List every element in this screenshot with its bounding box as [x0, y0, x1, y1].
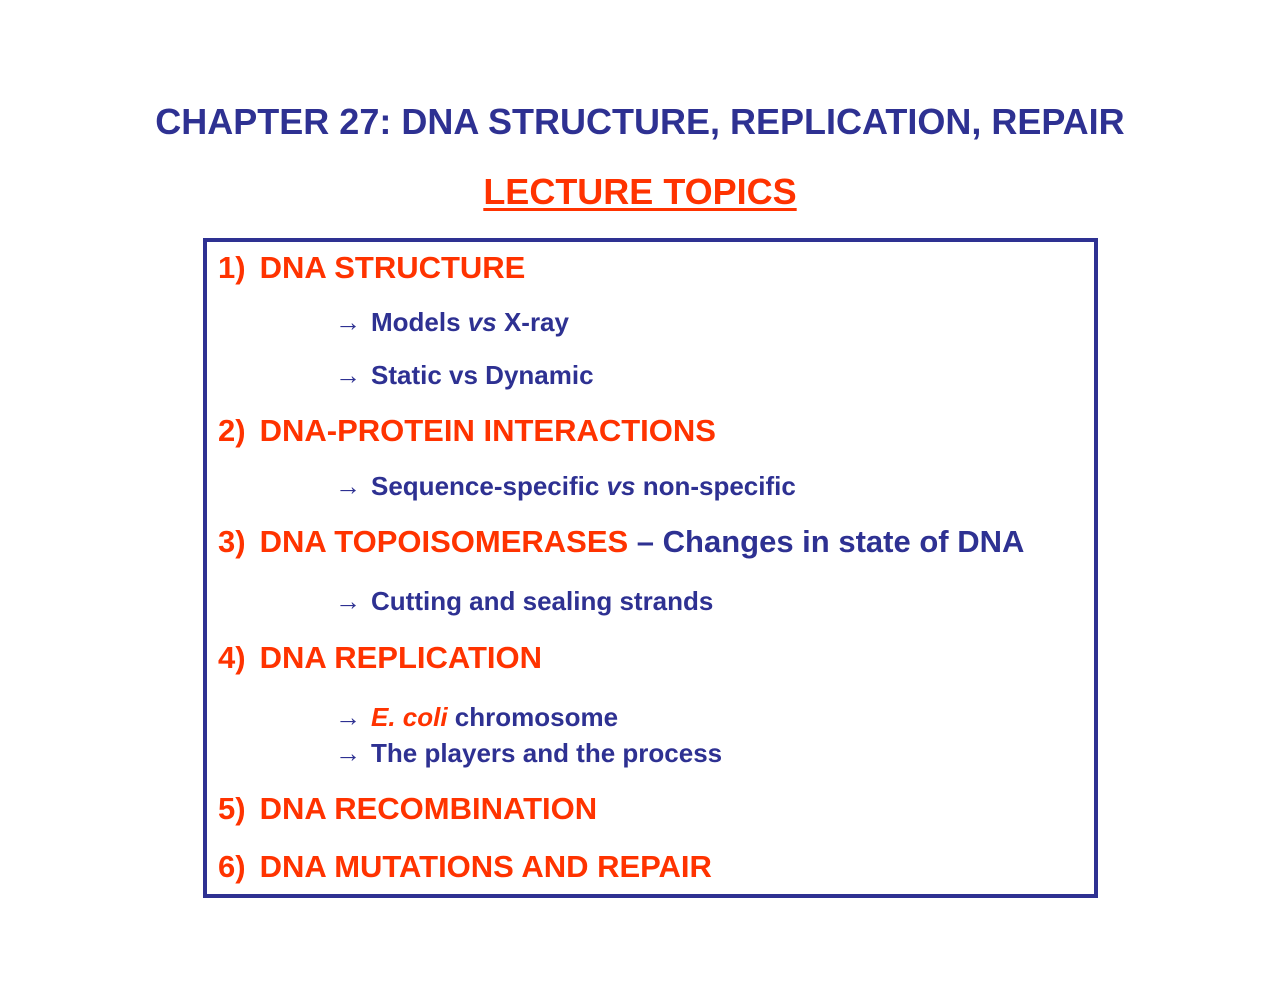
- bullet-text: Sequence-specific: [371, 471, 607, 501]
- arrow-right-icon: →: [335, 702, 361, 732]
- topic-label: DNA STRUCTURE: [259, 250, 526, 285]
- arrow-right-icon: →: [335, 307, 361, 337]
- bullet-text: The players and the process: [371, 738, 723, 768]
- topic-label: DNA MUTATIONS AND REPAIR: [259, 849, 712, 884]
- topic-6: [218, 849, 712, 885]
- arrow-right-icon: →: [335, 738, 361, 768]
- topic-2: [218, 413, 716, 449]
- topic-1: [218, 250, 525, 286]
- topic-label: DNA-PROTEIN INTERACTIONS: [259, 413, 716, 448]
- arrow-right-icon: →: [335, 586, 361, 616]
- topic-5: [218, 791, 597, 827]
- topic-number: 1): [218, 250, 246, 285]
- topic-label: DNA TOPOISOMERASES: [259, 524, 629, 559]
- topic-number: 4): [218, 640, 246, 675]
- bullet-text: Static vs Dynamic: [371, 360, 594, 390]
- bullet-text: X-ray: [496, 307, 569, 337]
- bullet-item: [335, 307, 569, 337]
- bullet-emphasis: E. coli: [371, 702, 448, 732]
- topic-number: 6): [218, 849, 246, 884]
- bullet-emphasis: vs: [467, 307, 497, 337]
- page-title: CHAPTER 27: DNA STRUCTURE, REPLICATION, REPAIR: [155, 101, 1125, 142]
- topic-label: DNA REPLICATION: [259, 640, 543, 675]
- bullet-emphasis: vs: [606, 471, 636, 501]
- topic-suffix: – Changes in state of DNA: [628, 524, 1025, 559]
- bullet-text: Models: [371, 307, 468, 337]
- topic-number: 5): [218, 791, 246, 826]
- topic-number: 3): [218, 524, 246, 559]
- bullet-item: [335, 360, 594, 390]
- bullet-item: [335, 471, 796, 501]
- topic-3: [218, 524, 1024, 560]
- bullet-text: Cutting and sealing strands: [371, 586, 714, 616]
- topic-number: 2): [218, 413, 246, 448]
- arrow-right-icon: →: [335, 360, 361, 390]
- arrow-right-icon: →: [335, 471, 361, 501]
- bullet-text: non-specific: [635, 471, 796, 501]
- topic-label: DNA RECOMBINATION: [259, 791, 598, 826]
- bullet-text: chromosome: [447, 702, 619, 732]
- page-subtitle: LECTURE TOPICS: [483, 171, 797, 212]
- topic-4: [218, 640, 542, 676]
- bullet-item: [335, 586, 713, 616]
- bullet-item: [335, 702, 618, 732]
- bullet-item: [335, 738, 722, 768]
